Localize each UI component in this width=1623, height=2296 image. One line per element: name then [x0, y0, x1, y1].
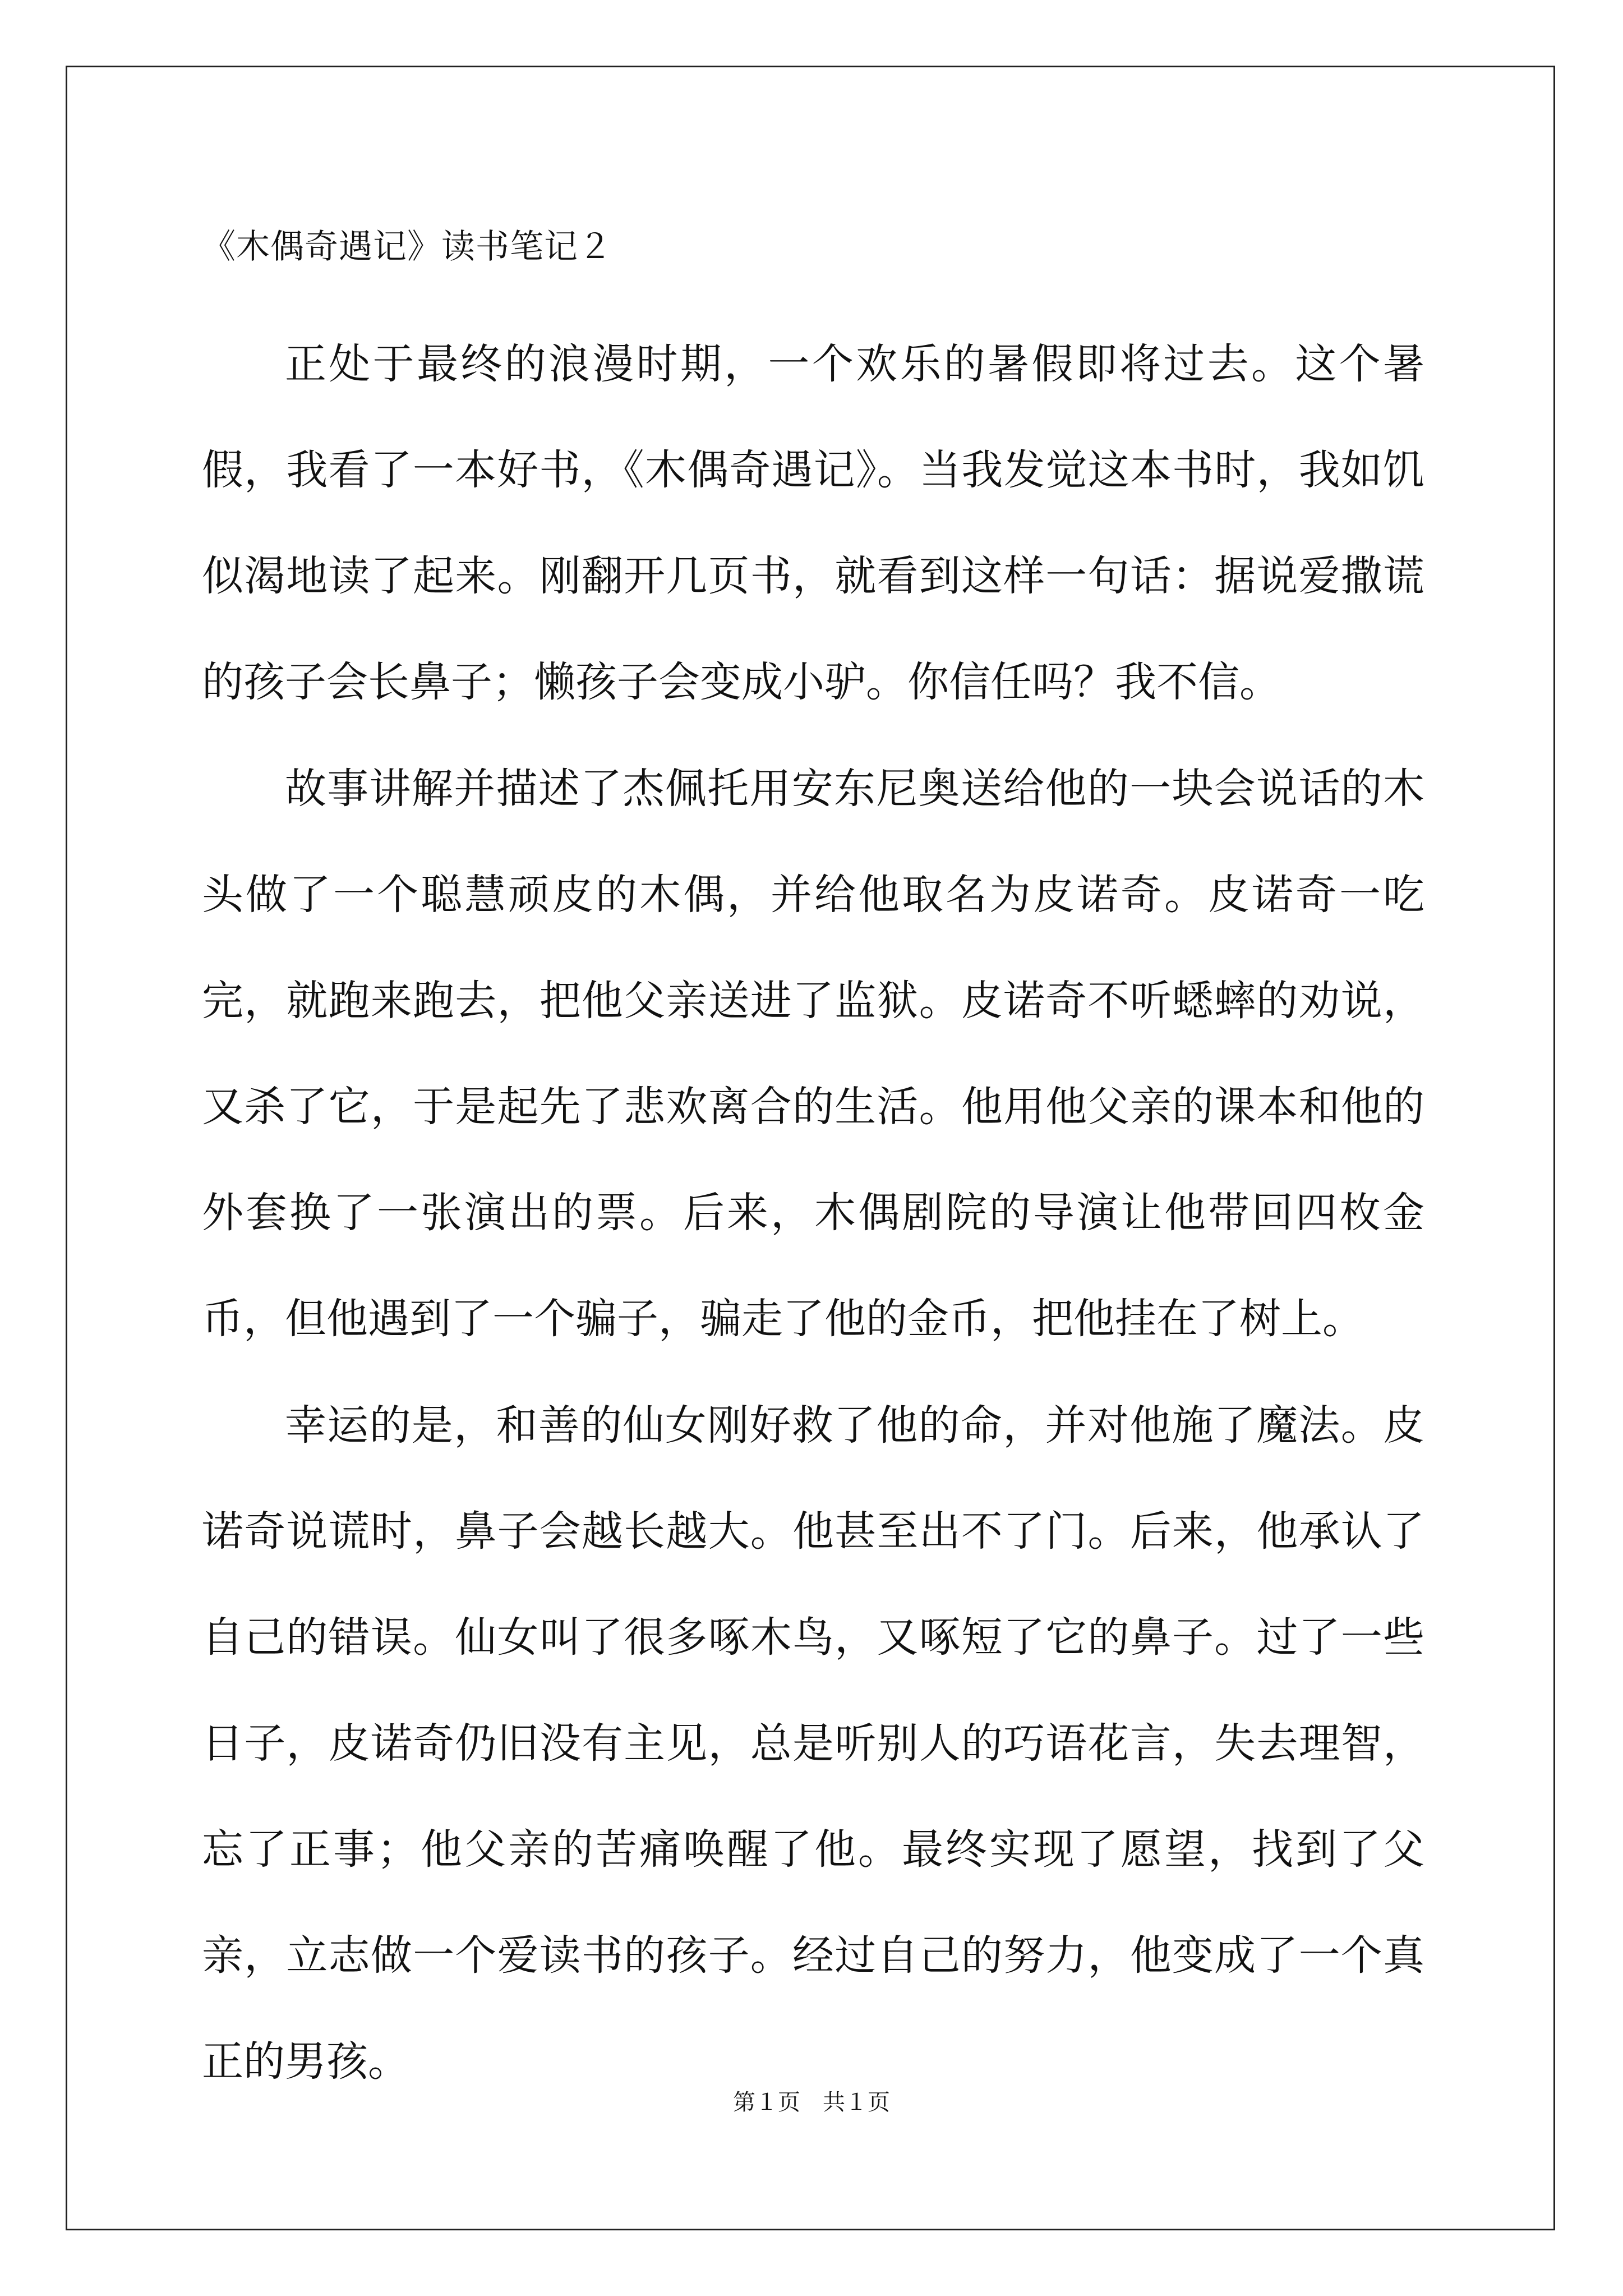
paragraph-3: 幸运的是，和善的仙女刚好救了他的命，并对他施了魔法。皮诺奇说谎时，鼻子会越长越大。他甚至出不了门。后来，他承认了自己的错误。仙女叫了很多啄木鸟，又啄短了它的鼻子。过了一些日子，皮诺奇仍旧没有主见，总是听别人的巧语花言，失去理智，忘了正事；他父亲的苦痛唤醒了他。最终实现了愿望，找到了父亲，立志做一个爱读书的孩子。经过自己的努力，他变成了一个真正的男孩。 [202, 1401, 1424, 2086]
page-number-footer: 第１页 共１页 [733, 2090, 890, 2115]
document-body [202, 311, 1424, 2115]
paragraph-2: 故事讲解并描述了杰佩托用安东尼奥送给他的一块会说话的木头做了一个聪慧顽皮的木偶，并给他取名为皮诺奇。皮诺奇一吃完，就跑来跑去，把他父亲送进了监狱。皮诺奇不听蟋蟀的劝说，又杀了它，于是起先了悲欢离合的生活。他用他父亲的课本和他的外套换了一张演出的票。后来，木偶剧院的导演让他带回四枚金币，但他遇到了一个骗子，骗走了他的金币，把他挂在了树上。 [202, 765, 1424, 1343]
document-title: 《木偶奇遇记》读书笔记２ [202, 227, 612, 266]
paragraph-1: 正处于最终的浪漫时期，一个欢乐的暑假即将过去。这个暑假，我看了一本好书，《木偶奇遇记》。当我发觉这本书时，我如饥似渴地读了起来。刚翻开几页书，就看到这样一句话：据说爱撒谎的孩子会长鼻子；懒孩子会变成小驴。你信任吗？我不信。 [202, 340, 1424, 706]
